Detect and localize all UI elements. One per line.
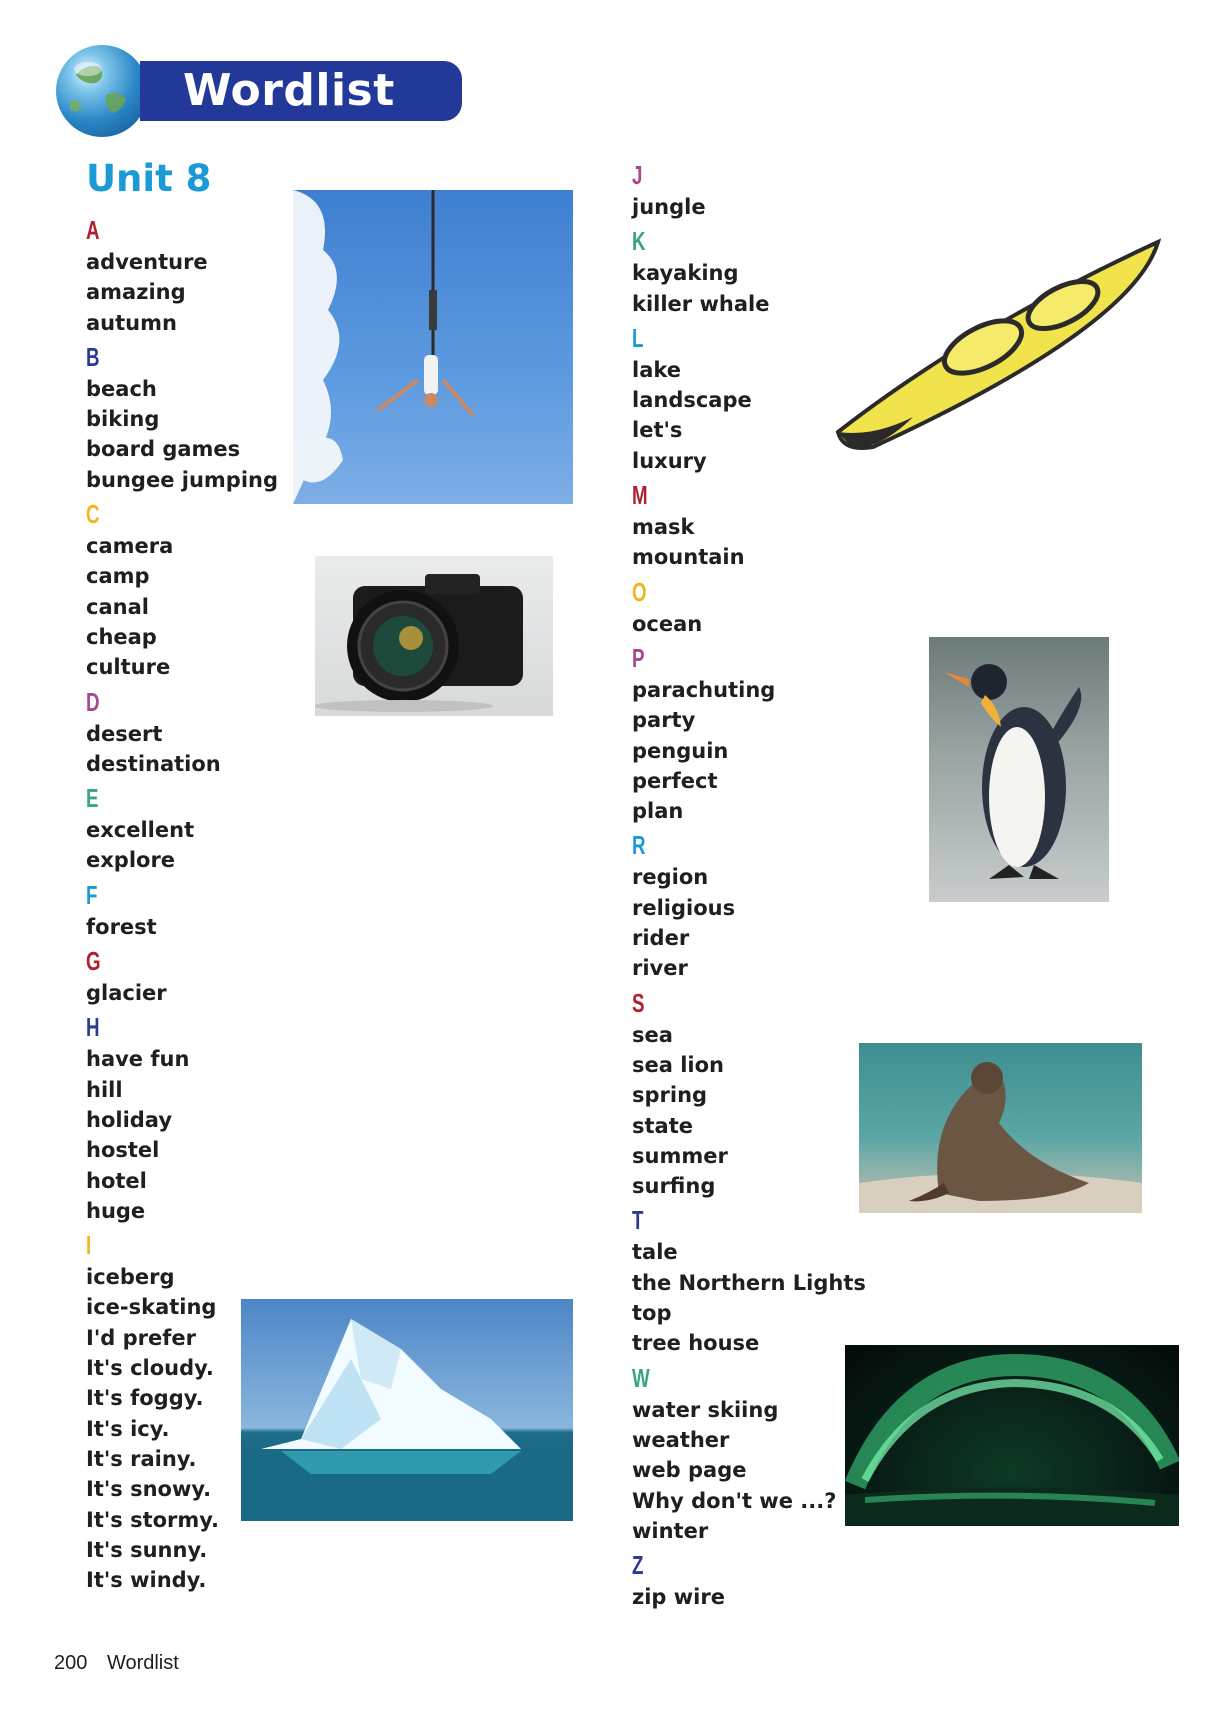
word-entry: weather <box>632 1427 730 1452</box>
word-entry: hostel <box>86 1138 160 1163</box>
word-entry: It's snowy. <box>86 1477 212 1502</box>
word-entry: mask <box>632 515 695 540</box>
section-letter: S <box>632 987 645 1018</box>
section-letter: R <box>632 830 646 861</box>
word-entry: mountain <box>632 545 745 570</box>
word-entry: forest <box>86 914 157 939</box>
word-entry: camp <box>86 564 150 589</box>
word-entry: water skiing <box>632 1397 779 1422</box>
word-entry: explore <box>86 848 176 873</box>
word-entry: have fun <box>86 1047 190 1072</box>
word-entry: board games <box>86 437 241 462</box>
section-letter: A <box>86 215 100 245</box>
bungee-jumping-photo <box>293 190 573 504</box>
word-entry: It's rainy. <box>86 1446 197 1471</box>
letter-group-g <box>86 944 326 1008</box>
word-entry: summer <box>632 1143 728 1168</box>
word-entry: huge <box>86 1198 146 1223</box>
word-entry: culture <box>86 655 171 680</box>
word-entry: spring <box>632 1083 708 1108</box>
word-entry: It's windy. <box>86 1568 207 1593</box>
word-entry: plan <box>632 799 684 824</box>
page-title: Wordlist <box>183 65 395 116</box>
word-entry: It's sunny. <box>86 1537 208 1562</box>
word-entry: sea <box>632 1022 673 1047</box>
page-footer <box>54 1652 193 1675</box>
word-entry: It's icy. <box>86 1416 170 1441</box>
iceberg-photo <box>241 1299 573 1521</box>
word-entry: adventure <box>86 250 208 274</box>
word-entry: rider <box>632 926 690 951</box>
word-entry: canal <box>86 594 149 619</box>
section-letter: L <box>632 322 644 353</box>
northern-lights-photo <box>845 1345 1179 1526</box>
section-letter: Z <box>632 1550 644 1581</box>
penguin-photo <box>929 637 1109 902</box>
section-letter: T <box>632 1205 644 1236</box>
word-entry: landscape <box>632 388 752 413</box>
letter-group-t <box>632 1203 866 1358</box>
word-entry: the Northern Lights <box>632 1270 866 1295</box>
word-entry: camera <box>86 534 174 559</box>
footer-label: Wordlist <box>106 1652 179 1674</box>
word-entry: ice-skating <box>86 1295 217 1320</box>
letter-group-h <box>86 1010 326 1226</box>
letter-group-d <box>86 685 326 780</box>
word-entry: penguin <box>632 738 729 763</box>
word-entry: state <box>632 1113 693 1138</box>
letter-group-s <box>632 986 862 1202</box>
word-entry: hill <box>86 1077 123 1102</box>
word-entry: river <box>632 956 688 981</box>
sea-lion-photo <box>859 1043 1142 1213</box>
camera-photo <box>315 556 553 716</box>
letter-group-w <box>632 1361 862 1546</box>
word-entry: web page <box>632 1458 747 1483</box>
word-entry: party <box>632 708 696 733</box>
section-letter: K <box>632 226 646 257</box>
word-entry: luxury <box>632 448 707 473</box>
word-entry: amazing <box>86 280 186 305</box>
section-letter: H <box>86 1012 100 1043</box>
word-entry: killer whale <box>632 291 770 316</box>
word-entry: parachuting <box>632 677 776 702</box>
word-entry: I'd prefer <box>86 1325 196 1350</box>
word-entry: region <box>632 865 709 890</box>
word-entry: It's foggy. <box>86 1386 204 1411</box>
section-letter: W <box>632 1362 650 1393</box>
word-entry: perfect <box>632 768 718 793</box>
section-letter: E <box>86 783 99 814</box>
section-letter: O <box>632 576 647 607</box>
letter-group-j <box>632 158 862 222</box>
word-entry: tale <box>632 1240 678 1265</box>
letter-group-z <box>632 1548 862 1612</box>
word-entry: winter <box>632 1518 709 1543</box>
word-entry: autumn <box>86 310 177 335</box>
section-letter: F <box>86 879 98 910</box>
globe-image <box>56 45 148 137</box>
section-letter: G <box>86 946 101 977</box>
word-entry: zip wire <box>632 1585 725 1610</box>
section-letter: J <box>632 160 643 190</box>
letter-group-k <box>632 224 862 319</box>
word-entry: beach <box>86 376 157 401</box>
wordlist-column-right <box>632 158 866 1614</box>
word-entry: surfing <box>632 1174 716 1199</box>
section-letter: P <box>632 642 645 673</box>
word-entry: cheap <box>86 624 157 649</box>
word-entry: top <box>632 1301 672 1326</box>
word-entry: let's <box>632 418 683 443</box>
word-entry: biking <box>86 407 160 432</box>
page-number: 200 <box>54 1652 88 1674</box>
word-entry: destination <box>86 751 221 776</box>
word-entry: holiday <box>86 1107 173 1132</box>
letter-group-o <box>632 575 862 639</box>
section-letter: D <box>86 686 100 717</box>
section-letter: C <box>86 499 100 530</box>
section-letter: I <box>86 1230 92 1261</box>
kayak-photo <box>833 237 1163 457</box>
word-entry: bungee jumping <box>86 467 279 492</box>
letter-group-b <box>86 340 326 495</box>
letter-group-f <box>86 878 326 942</box>
word-entry: iceberg <box>86 1265 175 1290</box>
word-entry: lake <box>632 357 682 382</box>
word-entry: It's stormy. <box>86 1507 220 1532</box>
section-letter: M <box>632 480 648 511</box>
word-entry: Why don't we ...? <box>632 1488 837 1513</box>
unit-title: Unit 8 <box>86 157 212 200</box>
word-entry: sea lion <box>632 1052 724 1077</box>
letter-group-e <box>86 781 326 876</box>
letter-group-r <box>632 828 862 983</box>
word-entry: desert <box>86 721 163 746</box>
section-letter: B <box>86 341 100 372</box>
word-entry: It's cloudy. <box>86 1356 214 1381</box>
letter-group-l <box>632 321 862 476</box>
letter-group-c <box>86 497 326 682</box>
word-entry: excellent <box>86 818 195 843</box>
letter-group-p <box>632 641 862 826</box>
word-entry: hotel <box>86 1168 147 1193</box>
letter-group-a <box>86 213 326 338</box>
letter-group-m <box>632 478 862 573</box>
word-entry: tree house <box>632 1331 760 1356</box>
word-entry: religious <box>632 895 736 920</box>
word-entry: jungle <box>632 195 706 219</box>
word-entry: glacier <box>86 981 167 1006</box>
word-entry: kayaking <box>632 261 739 286</box>
word-entry: ocean <box>632 611 703 636</box>
